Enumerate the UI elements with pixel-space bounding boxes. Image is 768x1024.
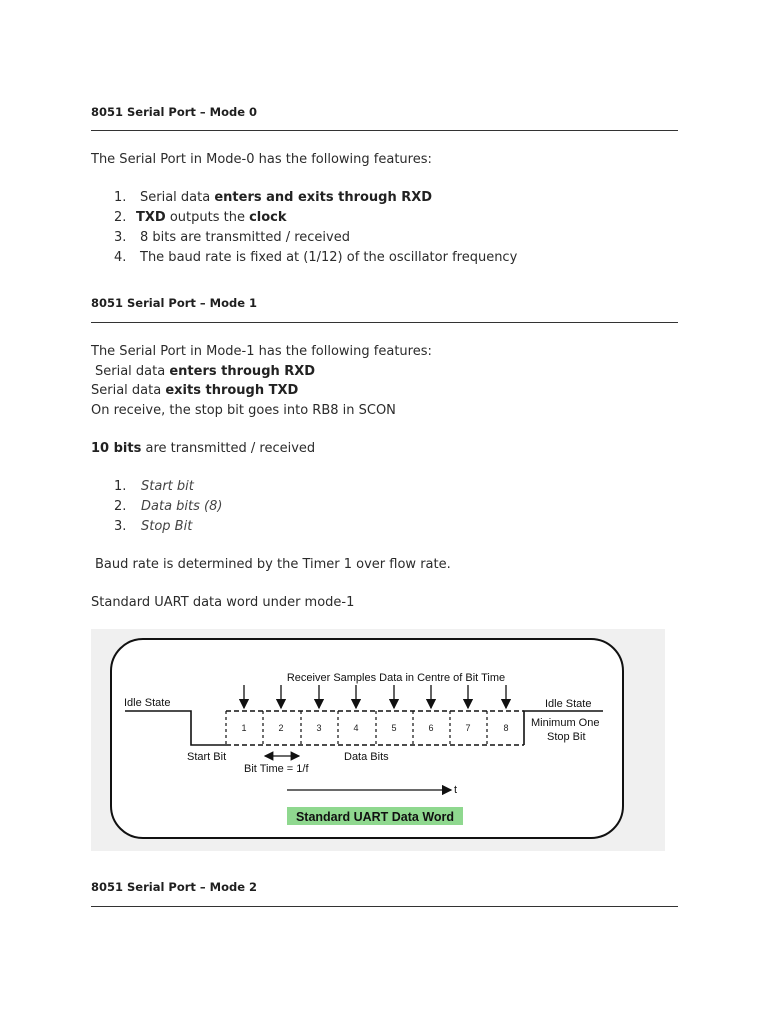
mode2-heading: 8051 Serial Port – Mode 2: [91, 880, 258, 894]
mode0-item-2-num: 2.: [114, 210, 127, 225]
mode1-bits-bold: 10 bits: [91, 441, 142, 456]
mode1-heading: 8051 Serial Port – Mode 1: [91, 296, 258, 310]
mode1-line-rb8: On receive, the stop bit goes into RB8 in SCON: [91, 403, 396, 418]
bit-number-5: 5: [391, 723, 397, 733]
data-bits-label: Data Bits: [344, 751, 389, 763]
uart-diagram-svg: [91, 629, 665, 851]
mode1-item-2-num: 2.: [114, 499, 127, 514]
bit-number-3: 3: [316, 723, 322, 733]
idle-state-right: Idle State: [545, 698, 592, 710]
bit-number-2: 2: [278, 723, 284, 733]
mode0-heading: 8051 Serial Port – Mode 0: [91, 105, 258, 119]
bit-time-label: Bit Time = 1/f: [244, 763, 309, 775]
mode1-item-2: Data bits (8): [141, 499, 223, 514]
mode1-line-txd-bold: exits through TXD: [165, 383, 299, 398]
bit-number-6: 6: [428, 723, 434, 733]
mode1-bits: [91, 441, 315, 456]
mode1-item-3-num: 3.: [114, 519, 127, 534]
mode0-item-1-num: 1.: [114, 190, 127, 205]
bit-number-4: 4: [353, 723, 359, 733]
mode1-intro: The Serial Port in Mode-1 has the following features:: [91, 344, 432, 359]
mode0-item-3-num: 3.: [114, 230, 127, 245]
mode0-item-2-bold-1: TXD: [136, 210, 166, 225]
start-bit-label: Start Bit: [187, 751, 227, 763]
mode1-baud: Baud rate is determined by the Timer 1 over flow rate.: [95, 557, 451, 572]
mode0-item-3: 8 bits are transmitted / received: [140, 230, 350, 245]
receiver-label: Receiver Samples Data in Centre of Bit Time: [286, 672, 506, 684]
mode1-line-rxd-bold: enters through RXD: [169, 364, 316, 379]
mode2-rule: [91, 906, 678, 907]
bit-number-1: 1: [241, 723, 247, 733]
idle-state-left: Idle State: [124, 697, 171, 709]
mode0-item-1-bold: enters and exits through RXD: [214, 190, 433, 205]
bit-number-7: 7: [465, 723, 471, 733]
mode0-item-2: [136, 210, 287, 225]
mode1-bits-text: are transmitted / received: [141, 441, 316, 456]
mode0-item-4: The baud rate is fixed at (1/12) of the oscillator frequency: [140, 250, 518, 265]
stop-bit-label-1: Minimum One: [531, 717, 600, 729]
mode1-item-3: Stop Bit: [141, 519, 193, 534]
mode0-rule: [91, 130, 678, 131]
mode0-item-4-num: 4.: [114, 250, 127, 265]
bit-number-8: 8: [503, 723, 509, 733]
mode1-item-1: Start bit: [141, 479, 194, 494]
stop-bit-label-2: Stop Bit: [547, 731, 586, 743]
mode1-caption: Standard UART data word under mode-1: [91, 595, 355, 610]
time-axis-label: t: [454, 784, 458, 796]
mode1-rule: [91, 322, 678, 323]
mode0-intro: The Serial Port in Mode-0 has the following features:: [91, 152, 432, 167]
mode0-item-2-text: outputs the: [165, 210, 250, 225]
mode1-line-rxd-text: Serial data: [95, 364, 170, 379]
mode1-line-txd-text: Serial data: [91, 383, 166, 398]
diagram-title: Standard UART Data Word: [295, 810, 455, 824]
mode0-item-1: [140, 190, 432, 205]
uart-diagram: [91, 629, 665, 851]
mode1-item-1-num: 1.: [114, 479, 127, 494]
mode0-item-2-bold-2: clock: [249, 210, 287, 225]
mode0-item-1-text: Serial data: [140, 190, 215, 205]
mode1-line-rxd: [95, 364, 315, 379]
mode1-line-txd: [91, 383, 298, 398]
